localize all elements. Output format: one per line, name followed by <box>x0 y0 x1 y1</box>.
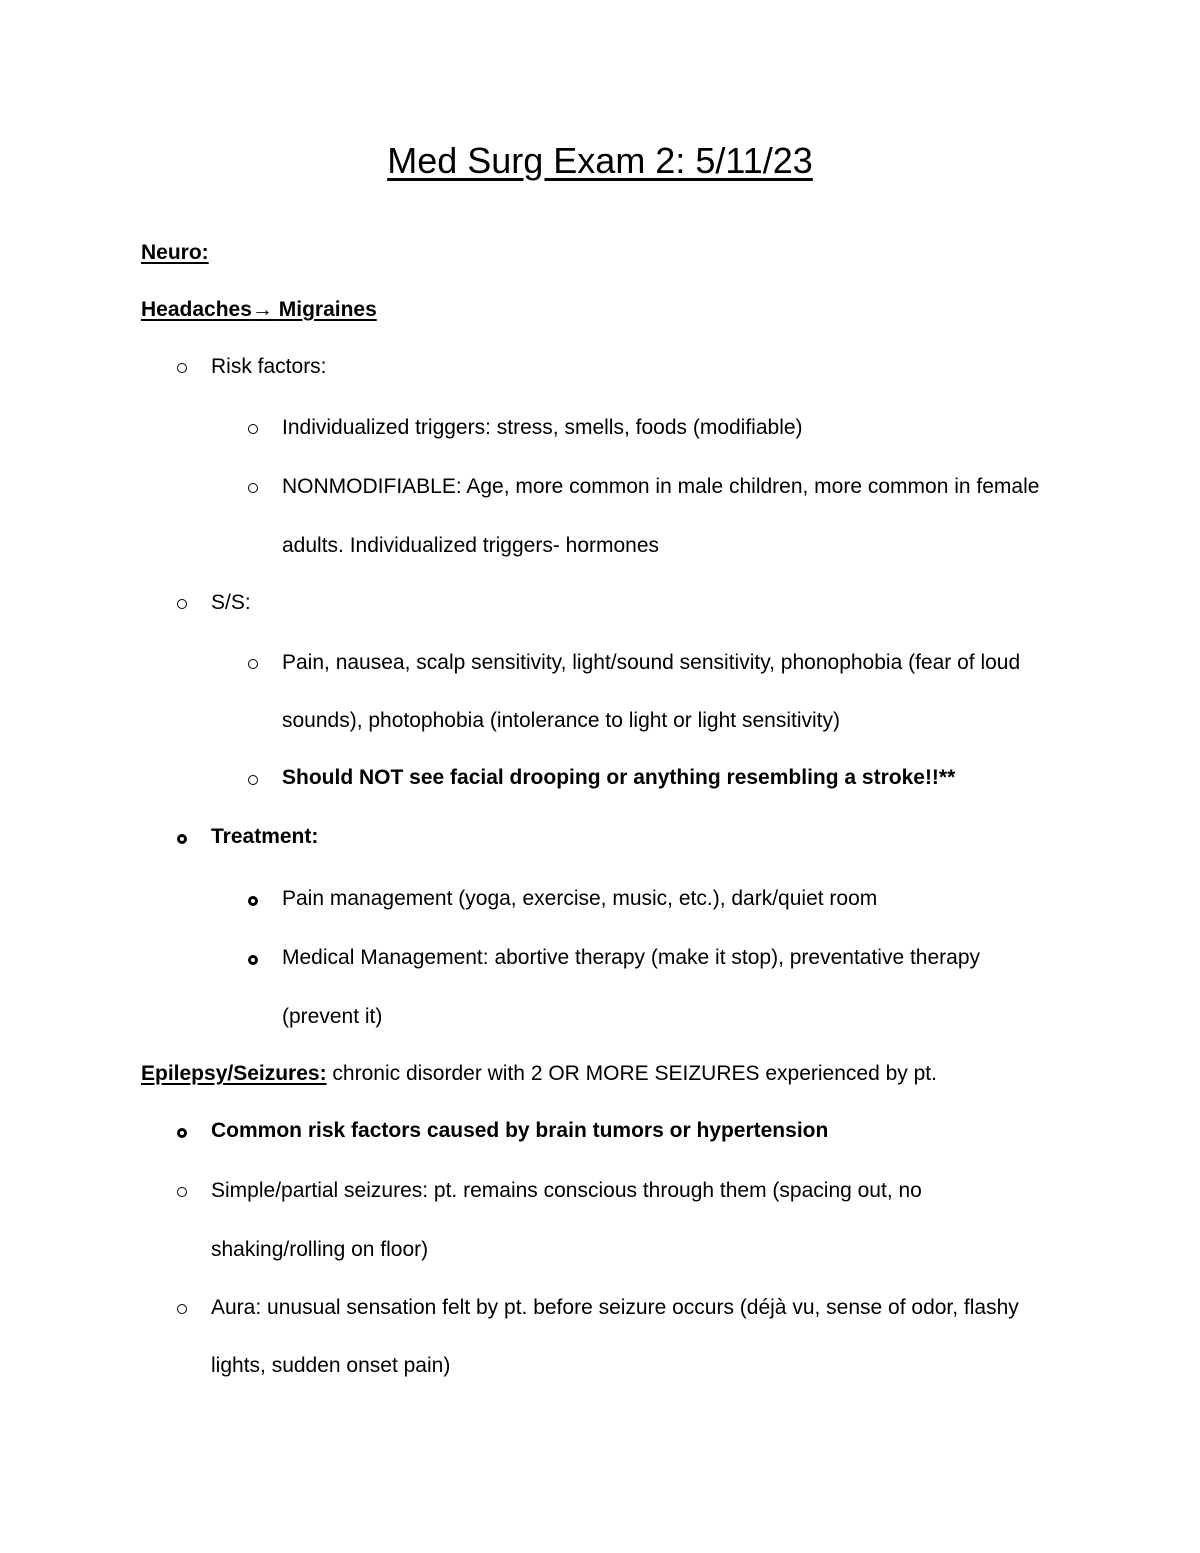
bullet-icon <box>177 834 187 844</box>
bullet-icon <box>177 1187 187 1197</box>
treatment-2-line1: Medical Management: abortive therapy (make it stop), preventative therapy <box>282 946 981 969</box>
bullet-icon <box>248 659 258 669</box>
neuro-heading: Neuro: <box>141 241 209 264</box>
bullet-icon <box>248 483 258 493</box>
bullet-icon <box>248 896 258 906</box>
epilepsy-3-line1: Aura: unusual sensation felt by pt. before seizure occurs (déjà vu, sense of odor, flashy <box>211 1296 1019 1319</box>
epilepsy-2-line1: Simple/partial seizures: pt. remains conscious through them (spacing out, no <box>211 1179 922 1202</box>
bullet-icon <box>177 599 187 609</box>
epilepsy-2-line2: shaking/rolling on floor) <box>211 1238 429 1261</box>
arrow-icon: → <box>251 298 273 321</box>
risk-factor-1: Individualized triggers: stress, smells, foods (modifiable) <box>282 416 803 439</box>
bullet-icon <box>177 1304 187 1314</box>
epilepsy-heading: Epilepsy/Seizures: <box>141 1062 327 1085</box>
epilepsy-3-line2: lights, sudden onset pain) <box>211 1354 451 1377</box>
epilepsy-1: Common risk factors caused by brain tumors or hypertension <box>211 1119 829 1142</box>
bullet-icon <box>177 1128 187 1138</box>
risk-factor-2-line1: NONMODIFIABLE: Age, more common in male children, more common in female <box>282 475 1040 498</box>
ss-1-line2: sounds), photophobia (intolerance to light or light sensitivity) <box>282 709 840 732</box>
risk-factors-item: Risk factors: <box>211 355 327 378</box>
migraines-label: Migraines <box>272 298 377 321</box>
bullet-icon <box>248 955 258 965</box>
headaches-label: Headaches <box>141 298 252 321</box>
headaches-heading <box>141 296 377 324</box>
treatment-1: Pain management (yoga, exercise, music, etc.), dark/quiet room <box>282 887 878 910</box>
ss-1-line1: Pain, nausea, scalp sensitivity, light/sound sensitivity, phonophobia (fear of loud <box>282 651 1021 674</box>
epilepsy-line <box>141 1060 937 1088</box>
epilepsy-definition: chronic disorder with 2 OR MORE SEIZURES experienced by pt. <box>326 1062 937 1085</box>
ss-2: Should NOT see facial drooping or anything resembling a stroke!!** <box>282 766 956 789</box>
bullet-icon <box>248 775 258 785</box>
document-title: Med Surg Exam 2: 5/11/23 <box>387 140 813 181</box>
bullet-icon <box>248 424 258 434</box>
treatment-item: Treatment: <box>211 825 319 848</box>
treatment-2-line2: (prevent it) <box>282 1005 383 1028</box>
risk-factor-2-line2: adults. Individualized triggers- hormones <box>282 534 660 557</box>
bullet-icon <box>177 363 187 373</box>
ss-item: S/S: <box>211 591 251 614</box>
